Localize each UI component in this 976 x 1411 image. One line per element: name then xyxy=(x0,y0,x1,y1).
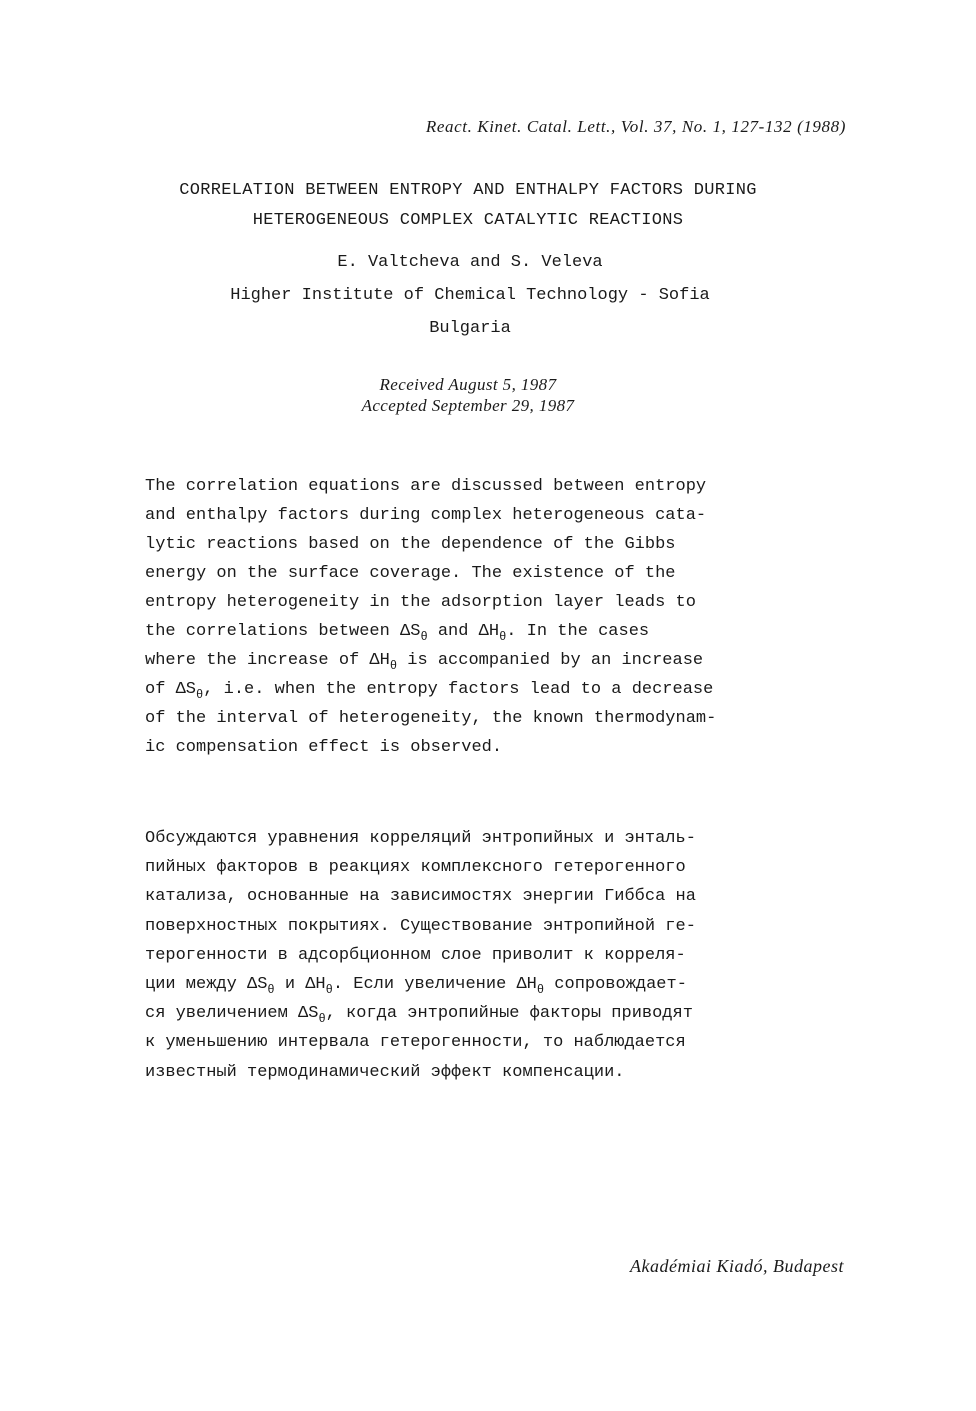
abstract-line: energy on the surface coverage. The existence of the xyxy=(145,564,676,583)
text-run: the correlations between ΔS xyxy=(145,622,421,641)
abstract-line: The correlation equations are discussed between entropy xyxy=(145,477,707,496)
text-run: where the increase of ΔH xyxy=(145,651,390,670)
dates-block xyxy=(0,374,936,416)
text-run: сопровождает- xyxy=(544,974,687,994)
text-run: ся увеличением ΔS xyxy=(145,1004,319,1024)
abstract-line xyxy=(145,646,815,675)
abstract-line: Обсуждаются уравнения корреляций энтропийных и энталь- xyxy=(145,829,696,848)
theta-subscript: θ xyxy=(196,688,204,702)
text-run: . In the cases xyxy=(506,622,650,641)
abstract-line: терогенности в адсорбционном слое приволит к корреля- xyxy=(145,945,686,965)
publisher-name: Akadémiai Kiadó, Budapest xyxy=(630,1256,844,1276)
text-run: и ΔH xyxy=(274,974,326,994)
received-date: Received August 5, 1987 xyxy=(379,375,557,394)
abstract-line: entropy heterogeneity in the adsorption layer leads to xyxy=(145,593,696,612)
text-run: . Если увеличение ΔH xyxy=(332,974,537,994)
author-institute: Higher Institute of Chemical Technology - Sofia xyxy=(230,286,710,305)
abstract-line: of the interval of heterogeneity, the known thermodynam- xyxy=(145,709,717,728)
paper-title xyxy=(0,176,936,236)
abstract-line: пийных факторов в реакциях комплексного гетерогенного xyxy=(145,858,686,878)
theta-subscript: θ xyxy=(499,630,507,644)
author-names: E. Valtcheva and S. Veleva xyxy=(337,253,603,272)
theta-subscript: θ xyxy=(325,982,333,997)
text-run: of ΔS xyxy=(145,680,197,699)
title-line-1: CORRELATION BETWEEN ENTROPY AND ENTHALPY FACTORS DURING xyxy=(179,181,757,200)
abstract-line: к уменьшению интервала гетерогенности, то наблюдается xyxy=(145,1033,686,1053)
abstract-line: поверхностных покрытиях. Существование энтропийной ге- xyxy=(145,916,696,936)
abstract-line xyxy=(145,999,815,1028)
accepted-date: Accepted September 29, 1987 xyxy=(361,396,575,415)
abstract-line xyxy=(145,970,815,999)
theta-subscript: θ xyxy=(318,1012,326,1027)
abstract-line: and enthalpy factors during complex heterogeneous cata- xyxy=(145,506,707,525)
theta-subscript: θ xyxy=(536,982,545,997)
journal-citation: React. Kinet. Catal. Lett., Vol. 37, No. 1, 127-132 (1988) xyxy=(425,117,846,136)
abstract-line: катализа, основанные на зависимостях энергии Гиббса на xyxy=(145,887,696,907)
theta-subscript: θ xyxy=(267,982,275,997)
abstract-line: известный термодинамический эффект компенсации. xyxy=(145,1062,625,1082)
text-run: ции между ΔS xyxy=(145,974,268,994)
text-run: , i.e. when the entropy factors lead to a decrease xyxy=(203,680,714,699)
author-country: Bulgaria xyxy=(429,319,511,338)
abstract-english xyxy=(145,472,815,762)
abstract-line: lytic reactions based on the dependence of the Gibbs xyxy=(145,535,676,554)
author-block xyxy=(0,246,940,345)
abstract-line: ic compensation effect is observed. xyxy=(145,738,503,757)
text-run: , когда энтропийные факторы приводят xyxy=(325,1004,693,1024)
abstract-line xyxy=(145,675,815,704)
text-run: and ΔH xyxy=(427,622,500,641)
theta-subscript: θ xyxy=(389,659,398,673)
title-line-2: HETEROGENEOUS COMPLEX CATALYTIC REACTIONS xyxy=(252,211,684,230)
abstract-line xyxy=(145,617,815,646)
abstract-russian xyxy=(145,824,815,1087)
text-run: is accompanied by an increase xyxy=(397,651,704,670)
theta-subscript: θ xyxy=(420,630,428,644)
